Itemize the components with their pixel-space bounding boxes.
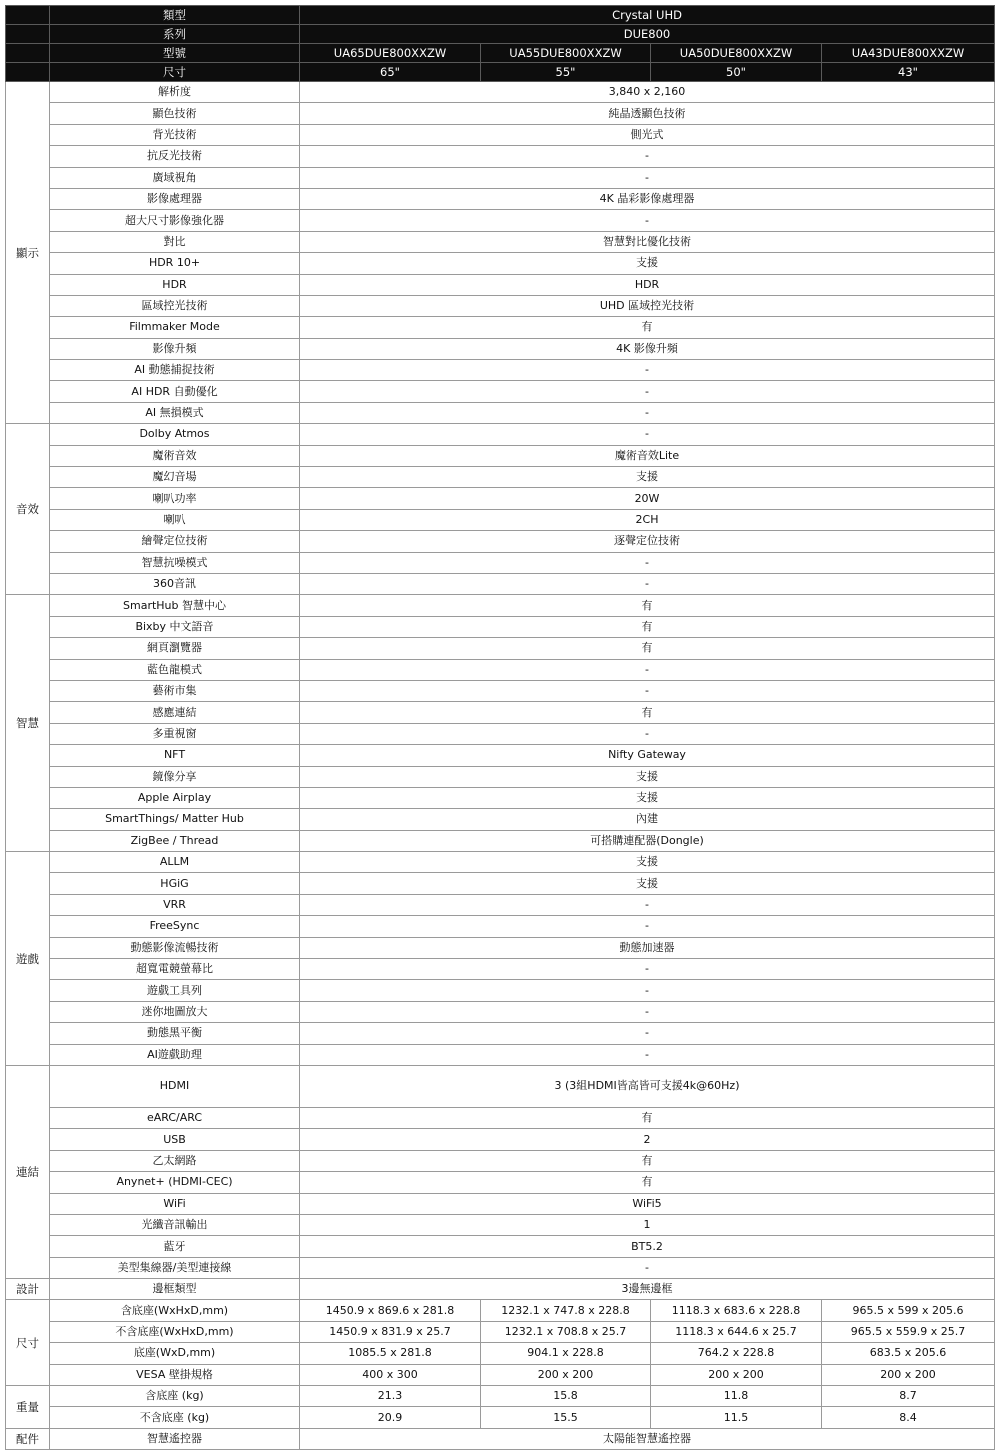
spec-value: 4K 晶彩影像處理器 — [300, 188, 995, 209]
spec-row — [6, 146, 995, 167]
spec-label: 藍色龍模式 — [50, 659, 300, 680]
spec-label: 喇叭功率 — [50, 488, 300, 509]
spec-value: 支援 — [300, 873, 995, 894]
spec-row — [6, 959, 995, 980]
spec-row — [6, 381, 995, 402]
spec-row — [6, 809, 995, 830]
spec-row — [6, 659, 995, 680]
spec-row — [6, 1193, 995, 1214]
spec-value: 200 x 200 — [651, 1364, 822, 1385]
category-cell: 遊戲 — [6, 852, 50, 1066]
spec-label: 對比 — [50, 231, 300, 252]
spec-row — [6, 916, 995, 937]
series-value: DUE800 — [300, 25, 995, 44]
size-value: 55" — [481, 63, 651, 82]
spec-label: SmartHub 智慧中心 — [50, 595, 300, 616]
spec-label: 感應連結 — [50, 702, 300, 723]
spec-row — [6, 1044, 995, 1065]
model-name: UA50DUE800XXZW — [651, 44, 822, 63]
spec-row — [6, 766, 995, 787]
spec-label: 區域控光技術 — [50, 295, 300, 316]
spec-row — [6, 1364, 995, 1385]
spec-value: 965.5 x 599 x 205.6 — [822, 1300, 995, 1321]
spec-value: - — [300, 659, 995, 680]
spec-value: 15.5 — [481, 1407, 651, 1428]
spec-value: 21.3 — [300, 1386, 481, 1407]
spec-row — [6, 1214, 995, 1235]
spec-label: 喇叭 — [50, 509, 300, 530]
spec-label: 顯色技術 — [50, 103, 300, 124]
spec-value: 有 — [300, 595, 995, 616]
header-row-size — [6, 63, 995, 82]
spec-value: 764.2 x 228.8 — [651, 1343, 822, 1364]
spec-value: 可搭購連配器(Dongle) — [300, 830, 995, 851]
spec-row — [6, 894, 995, 915]
category-cell: 尺寸 — [6, 1300, 50, 1386]
spec-label: ALLM — [50, 852, 300, 873]
size-value: 50" — [651, 63, 822, 82]
spec-label: 不含底座(WxHxD,mm) — [50, 1321, 300, 1342]
category-cell: 智慧 — [6, 595, 50, 852]
spec-value: - — [300, 1044, 995, 1065]
header-row-series — [6, 25, 995, 44]
spec-value: 有 — [300, 702, 995, 723]
size-value: 65" — [300, 63, 481, 82]
spec-value: - — [300, 146, 995, 167]
spec-row — [6, 231, 995, 252]
spec-row — [6, 1321, 995, 1342]
header-row-type — [6, 6, 995, 25]
model-name: UA55DUE800XXZW — [481, 44, 651, 63]
spec-value: 1118.3 x 683.6 x 228.8 — [651, 1300, 822, 1321]
spec-label: AI 動態捕捉技術 — [50, 360, 300, 381]
spec-value: 2 — [300, 1129, 995, 1150]
spec-label: 廣域視角 — [50, 167, 300, 188]
spec-label: 多重視窗 — [50, 723, 300, 744]
spec-row — [6, 1001, 995, 1022]
spec-label: ZigBee / Thread — [50, 830, 300, 851]
spec-value: 逐聲定位技術 — [300, 531, 995, 552]
spec-row — [6, 82, 995, 103]
spec-label: Anynet+ (HDMI-CEC) — [50, 1172, 300, 1193]
spec-value: 200 x 200 — [822, 1364, 995, 1385]
spec-label: 不含底座 (kg) — [50, 1407, 300, 1428]
spec-label: 網頁瀏覽器 — [50, 638, 300, 659]
spec-label: 含底座 (kg) — [50, 1386, 300, 1407]
spec-value: - — [300, 1023, 995, 1044]
spec-value: 965.5 x 559.9 x 25.7 — [822, 1321, 995, 1342]
spec-row — [6, 167, 995, 188]
spec-label: 乙太網路 — [50, 1150, 300, 1171]
spec-row — [6, 852, 995, 873]
spec-value: 太陽能智慧遙控器 — [300, 1428, 995, 1449]
spec-value: 1085.5 x 281.8 — [300, 1343, 481, 1364]
spec-value: 動態加速器 — [300, 937, 995, 958]
spec-label: 迷你地圖放大 — [50, 1001, 300, 1022]
spec-row — [6, 1300, 995, 1321]
spec-label: WiFi — [50, 1193, 300, 1214]
spec-row — [6, 616, 995, 637]
spec-value: 1232.1 x 708.8 x 25.7 — [481, 1321, 651, 1342]
spec-label: eARC/ARC — [50, 1107, 300, 1128]
spec-row — [6, 552, 995, 573]
spec-row — [6, 573, 995, 594]
spec-value: 1 — [300, 1214, 995, 1235]
spec-value: 4K 影像升頻 — [300, 338, 995, 359]
spec-value: 魔術音效Lite — [300, 445, 995, 466]
spec-row — [6, 873, 995, 894]
spec-row — [6, 1172, 995, 1193]
spec-value: 20W — [300, 488, 995, 509]
spec-row — [6, 1150, 995, 1171]
spec-label: 360音訊 — [50, 573, 300, 594]
size-value: 43" — [822, 63, 995, 82]
spec-label: 背光技術 — [50, 124, 300, 145]
spec-value: - — [300, 1257, 995, 1278]
spec-value: 1450.9 x 831.9 x 25.7 — [300, 1321, 481, 1342]
spec-value: - — [300, 1001, 995, 1022]
spec-row — [6, 680, 995, 701]
spec-label: 智慧抗噪模式 — [50, 552, 300, 573]
spec-row — [6, 424, 995, 445]
spec-value: 3邊無邊框 — [300, 1279, 995, 1300]
category-cell: 設計 — [6, 1279, 50, 1300]
spec-value: 有 — [300, 317, 995, 338]
spec-value: UHD 區域控光技術 — [300, 295, 995, 316]
spec-row — [6, 509, 995, 530]
spec-row — [6, 1107, 995, 1128]
spec-label: HDMI — [50, 1065, 300, 1107]
spec-label: Filmmaker Mode — [50, 317, 300, 338]
spec-label: 魔術音效 — [50, 445, 300, 466]
spec-value: 400 x 300 — [300, 1364, 481, 1385]
spec-value: - — [300, 381, 995, 402]
spec-value: Nifty Gateway — [300, 745, 995, 766]
spec-value: 支援 — [300, 467, 995, 488]
spec-value: 支援 — [300, 787, 995, 808]
spec-row — [6, 1023, 995, 1044]
spec-table — [5, 5, 995, 1450]
spec-row — [6, 188, 995, 209]
spec-row — [6, 787, 995, 808]
spec-value: 15.8 — [481, 1386, 651, 1407]
spec-row — [6, 1279, 995, 1300]
spec-row — [6, 360, 995, 381]
spec-label: 智慧遙控器 — [50, 1428, 300, 1449]
size-label: 尺寸 — [50, 63, 300, 82]
spec-row — [6, 1129, 995, 1150]
spec-value: - — [300, 980, 995, 1001]
spec-label: NFT — [50, 745, 300, 766]
spec-value: 支援 — [300, 253, 995, 274]
spec-label: AI 無損模式 — [50, 402, 300, 423]
spec-value: HDR — [300, 274, 995, 295]
spec-value: - — [300, 894, 995, 915]
spec-value: 1450.9 x 869.6 x 281.8 — [300, 1300, 481, 1321]
spec-label: 影像升頻 — [50, 338, 300, 359]
spec-row — [6, 638, 995, 659]
spec-label: 邊框類型 — [50, 1279, 300, 1300]
spec-row — [6, 1257, 995, 1278]
spec-row — [6, 488, 995, 509]
spec-value: 支援 — [300, 766, 995, 787]
spec-value: - — [300, 402, 995, 423]
spec-row — [6, 445, 995, 466]
spec-label: 藍牙 — [50, 1236, 300, 1257]
spec-row — [6, 1407, 995, 1428]
spec-label: 含底座(WxHxD,mm) — [50, 1300, 300, 1321]
spec-row — [6, 210, 995, 231]
spec-value: 側光式 — [300, 124, 995, 145]
spec-value: 11.5 — [651, 1407, 822, 1428]
spec-value: 有 — [300, 1150, 995, 1171]
spec-value: 純晶透顯色技術 — [300, 103, 995, 124]
type-value: Crystal UHD — [300, 6, 995, 25]
spec-value: 1118.3 x 644.6 x 25.7 — [651, 1321, 822, 1342]
spec-label: Dolby Atmos — [50, 424, 300, 445]
spec-value: 11.8 — [651, 1386, 822, 1407]
spec-value: - — [300, 360, 995, 381]
spec-value: BT5.2 — [300, 1236, 995, 1257]
category-cell: 音效 — [6, 424, 50, 595]
spec-row — [6, 467, 995, 488]
spec-value: - — [300, 680, 995, 701]
spec-label: VRR — [50, 894, 300, 915]
spec-value: 支援 — [300, 852, 995, 873]
spec-label: AI HDR 自動優化 — [50, 381, 300, 402]
spec-value: 有 — [300, 638, 995, 659]
spec-label: 藝術市集 — [50, 680, 300, 701]
spec-label: 抗反光技術 — [50, 146, 300, 167]
spec-value: 8.7 — [822, 1386, 995, 1407]
spec-value: 有 — [300, 616, 995, 637]
spec-row — [6, 253, 995, 274]
spec-label: HGiG — [50, 873, 300, 894]
spec-value: 3 (3組HDMI皆高皆可支援4k@60Hz) — [300, 1065, 995, 1107]
spec-row — [6, 937, 995, 958]
spec-label: Apple Airplay — [50, 787, 300, 808]
spec-label: Bixby 中文語音 — [50, 616, 300, 637]
spec-value: 有 — [300, 1107, 995, 1128]
spec-row — [6, 124, 995, 145]
spec-label: VESA 壁掛規格 — [50, 1364, 300, 1385]
spec-row — [6, 402, 995, 423]
spec-value: 2CH — [300, 509, 995, 530]
spec-value: - — [300, 210, 995, 231]
spec-row — [6, 980, 995, 1001]
model-label: 型號 — [50, 44, 300, 63]
spec-value: 200 x 200 — [481, 1364, 651, 1385]
spec-label: AI遊戲助理 — [50, 1044, 300, 1065]
spec-value: 683.5 x 205.6 — [822, 1343, 995, 1364]
type-label: 類型 — [50, 6, 300, 25]
spec-row — [6, 1236, 995, 1257]
spec-value: 內建 — [300, 809, 995, 830]
spec-value: 8.4 — [822, 1407, 995, 1428]
series-label: 系列 — [50, 25, 300, 44]
spec-value: - — [300, 424, 995, 445]
spec-value: - — [300, 573, 995, 594]
model-name: UA65DUE800XXZW — [300, 44, 481, 63]
spec-label: 光纖音訊輸出 — [50, 1214, 300, 1235]
spec-label: 影像處理器 — [50, 188, 300, 209]
spec-label: 解析度 — [50, 82, 300, 103]
spec-row — [6, 702, 995, 723]
spec-row — [6, 274, 995, 295]
spec-row — [6, 317, 995, 338]
spec-row — [6, 745, 995, 766]
spec-label: 超寬電競螢幕比 — [50, 959, 300, 980]
spec-row — [6, 295, 995, 316]
spec-value: - — [300, 167, 995, 188]
spec-row — [6, 595, 995, 616]
spec-label: 動態影像流暢技術 — [50, 937, 300, 958]
spec-value: 20.9 — [300, 1407, 481, 1428]
category-cell: 連結 — [6, 1065, 50, 1278]
spec-label: 底座(WxD,mm) — [50, 1343, 300, 1364]
category-cell: 重量 — [6, 1386, 50, 1429]
spec-label: FreeSync — [50, 916, 300, 937]
spec-label: 繪聲定位技術 — [50, 531, 300, 552]
spec-row — [6, 103, 995, 124]
header-row-model — [6, 44, 995, 63]
spec-value: - — [300, 959, 995, 980]
spec-value: WiFi5 — [300, 1193, 995, 1214]
spec-label: 動態黑平衡 — [50, 1023, 300, 1044]
spec-label: 鏡像分享 — [50, 766, 300, 787]
spec-row — [6, 1343, 995, 1364]
spec-label: 超大尺寸影像強化器 — [50, 210, 300, 231]
spec-value: 1232.1 x 747.8 x 228.8 — [481, 1300, 651, 1321]
spec-value: 904.1 x 228.8 — [481, 1343, 651, 1364]
category-cell: 顯示 — [6, 82, 50, 424]
spec-row — [6, 1386, 995, 1407]
spec-value: 智慧對比優化技術 — [300, 231, 995, 252]
category-cell: 配件 — [6, 1428, 50, 1449]
spec-label: 遊戲工具列 — [50, 980, 300, 1001]
spec-label: 美型集線器/美型連接線 — [50, 1257, 300, 1278]
spec-row — [6, 1065, 995, 1107]
spec-label: HDR — [50, 274, 300, 295]
spec-row — [6, 338, 995, 359]
spec-value: 有 — [300, 1172, 995, 1193]
spec-label: SmartThings/ Matter Hub — [50, 809, 300, 830]
spec-value: - — [300, 916, 995, 937]
spec-row — [6, 531, 995, 552]
spec-label: HDR 10+ — [50, 253, 300, 274]
spec-value: - — [300, 552, 995, 573]
model-name: UA43DUE800XXZW — [822, 44, 995, 63]
spec-label: USB — [50, 1129, 300, 1150]
spec-row — [6, 830, 995, 851]
spec-row — [6, 723, 995, 744]
spec-value: - — [300, 723, 995, 744]
spec-label: 魔幻音場 — [50, 467, 300, 488]
spec-value: 3,840 x 2,160 — [300, 82, 995, 103]
